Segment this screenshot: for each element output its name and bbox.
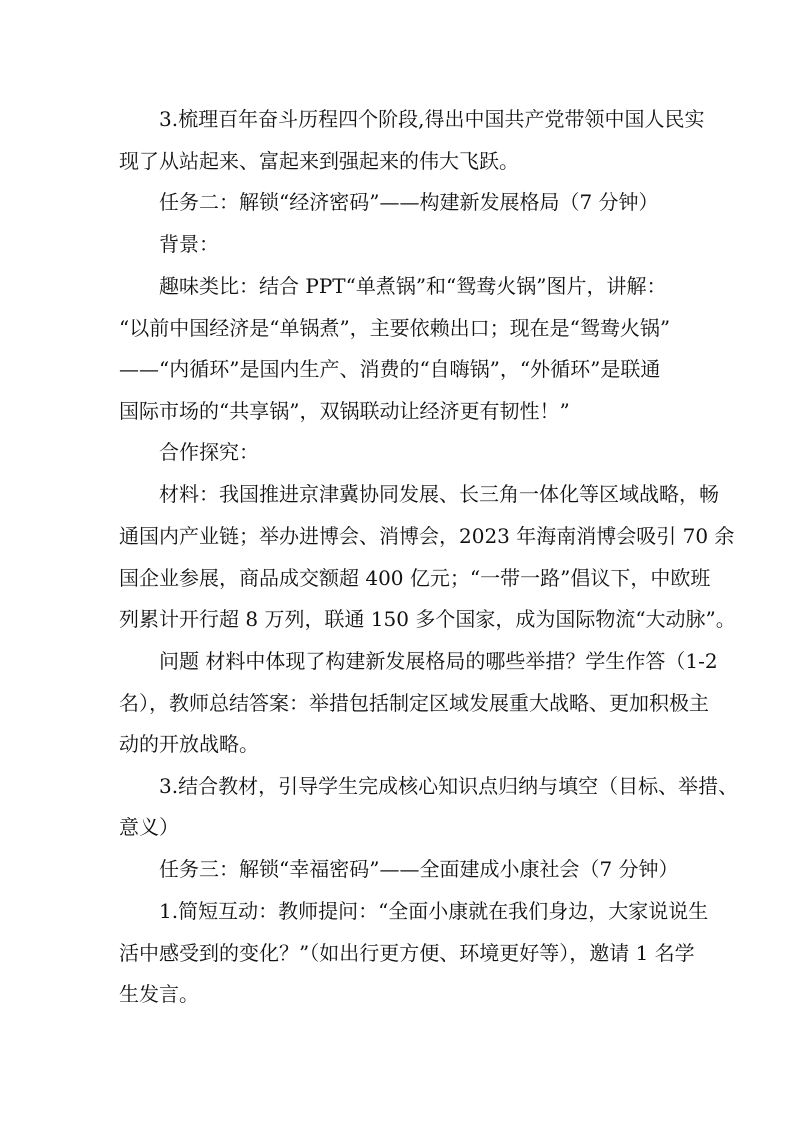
paragraph-line: ——“内循环”是国内生产、消费的“自嗨锅”，“外循环”是联通 xyxy=(119,357,661,381)
paragraph-line: 通国内产业链；举办进博会、消博会，2023 年海南消博会吸引 70 余 xyxy=(119,524,735,548)
paragraph-line: 生发言。 xyxy=(119,982,199,1006)
section-label: 合作探究： xyxy=(159,440,259,464)
paragraph-line: 国际市场的“共享锅”，双锅联动让经济更有韧性！” xyxy=(119,399,570,423)
paragraph-line: 活中感受到的变化？”（如出行更方便、环境更好等），邀请 1 名学 xyxy=(119,941,695,965)
paragraph-line: 问题 材料中体现了构建新发展格局的哪些举措？学生作答（1-2 xyxy=(159,649,718,673)
paragraph-line: 1.简短互动：教师提问：“全面小康就在我们身边，大家说说生 xyxy=(159,899,709,923)
section-label: 背景： xyxy=(159,232,219,256)
paragraph-line: 意义） xyxy=(119,815,179,839)
task-heading: 任务三：解锁“幸福密码”——全面建成小康社会（7 分钟） xyxy=(159,857,679,881)
paragraph-line: 趣味类比：结合 PPT“单煮锅”和“鸳鸯火锅”图片，讲解： xyxy=(159,274,667,298)
paragraph-line: 国企业参展，商品成交额超 400 亿元；“一带一路”倡议下，中欧班 xyxy=(119,566,711,590)
paragraph-line: 3.梳理百年奋斗历程四个阶段,得出中国共产党带领中国人民实 xyxy=(159,107,705,131)
paragraph-line: “以前中国经济是“单锅煮”，主要依赖出口；现在是“鸳鸯火锅” xyxy=(119,316,671,340)
paragraph-line: 现了从站起来、富起来到强起来的伟大飞跃。 xyxy=(119,149,519,173)
paragraph-line: 名），教师总结答案：举措包括制定区域发展重大战略、更加积极主 xyxy=(119,691,709,715)
paragraph-line: 列累计开行超 8 万列，联通 150 多个国家，成为国际物流“大动脉”。 xyxy=(119,607,736,631)
paragraph-line: 材料：我国推进京津冀协同发展、长三角一体化等区域战略，畅 xyxy=(159,482,719,506)
paragraph-line: 动的开放战略。 xyxy=(119,732,259,756)
paragraph-line: 3.结合教材，引导学生完成核心知识点归纳与填空（目标、举措、 xyxy=(159,774,739,798)
task-heading: 任务二：解锁“经济密码”——构建新发展格局（7 分钟） xyxy=(159,190,659,214)
